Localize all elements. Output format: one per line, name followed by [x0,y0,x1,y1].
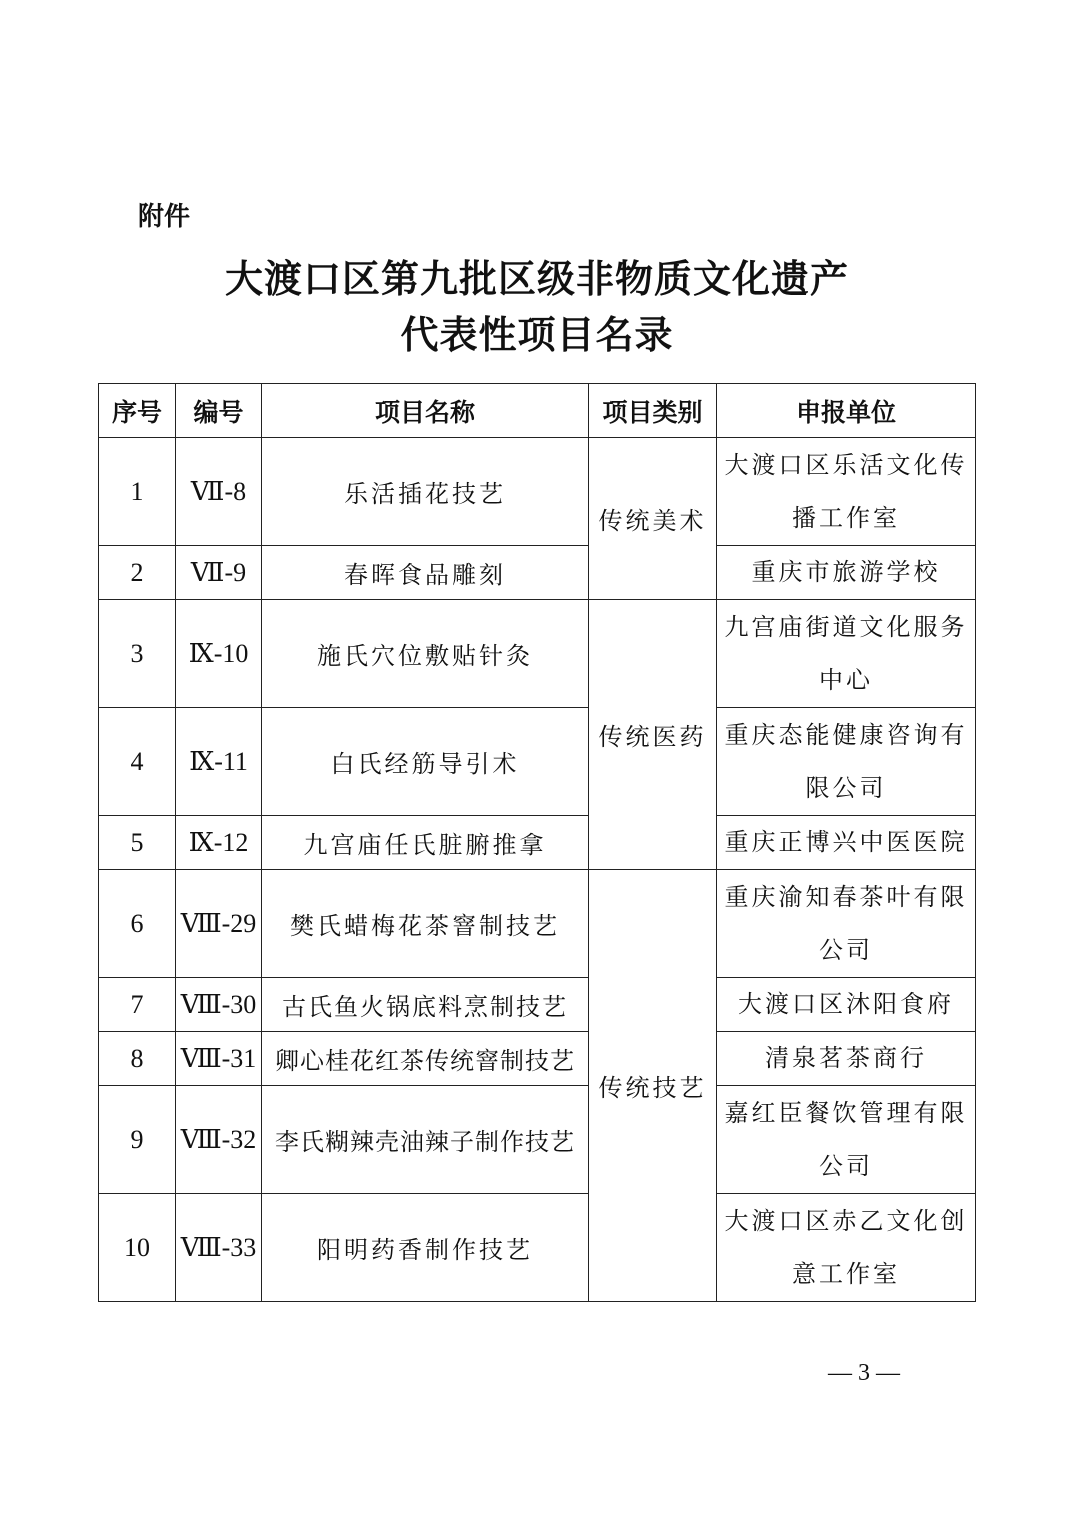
row-category: 传统医药 [589,600,717,870]
attachment-label: 附件 [138,202,191,232]
column-header-no: 序号 [99,384,176,438]
row-name: 古氏鱼火锅底料烹制技艺 [262,978,589,1032]
row-no: 5 [99,816,176,870]
row-unit: 大渡口区赤乙文化创意工作室 [717,1194,976,1302]
row-unit: 九宫庙街道文化服务中心 [717,600,976,708]
row-unit: 重庆态能健康咨询有限公司 [717,708,976,816]
row-code: Ⅷ-30 [176,978,262,1032]
table-row [99,816,976,870]
document-title-line1: 大渡口区第九批区级非物质文化遗产 [224,256,849,301]
row-name: 阳明药香制作技艺 [262,1194,589,1302]
column-header-name: 项目名称 [262,384,589,438]
table-row [99,546,976,600]
row-name: 九宫庙任氏脏腑推拿 [262,816,589,870]
row-no: 10 [99,1194,176,1302]
row-code: Ⅸ-10 [176,600,262,708]
row-no: 7 [99,978,176,1032]
row-no: 8 [99,1032,176,1086]
row-unit: 嘉红臣餐饮管理有限公司 [717,1086,976,1194]
row-name: 春晖食品雕刻 [262,546,589,600]
row-unit: 重庆渝知春茶叶有限公司 [717,870,976,978]
table-row [99,438,976,546]
column-header-unit: 申报单位 [717,384,976,438]
row-code: Ⅷ-29 [176,870,262,978]
table-row [99,1086,976,1194]
row-unit: 清泉茗茶商行 [717,1032,976,1086]
table-row [99,1032,976,1086]
row-category: 传统技艺 [589,870,717,1302]
column-header-code: 编号 [176,384,262,438]
row-code: Ⅶ-8 [176,438,262,546]
row-name: 卿心桂花红茶传统窨制技艺 [262,1032,589,1086]
row-no: 2 [99,546,176,600]
row-name: 施氏穴位敷贴针灸 [262,600,589,708]
column-header-category: 项目类别 [589,384,717,438]
row-code: Ⅶ-9 [176,546,262,600]
row-category: 传统美术 [589,438,717,600]
row-name: 乐活插花技艺 [262,438,589,546]
heritage-table [98,383,976,1302]
row-no: 4 [99,708,176,816]
table-row [99,978,976,1032]
row-no: 1 [99,438,176,546]
table-row [99,870,976,978]
row-name: 李氏糊辣壳油辣子制作技艺 [262,1086,589,1194]
row-code: Ⅷ-31 [176,1032,262,1086]
row-unit: 重庆正博兴中医医院 [717,816,976,870]
row-name: 白氏经筋导引术 [262,708,589,816]
row-no: 6 [99,870,176,978]
row-code: Ⅸ-12 [176,816,262,870]
table-row [99,600,976,708]
row-code: Ⅸ-11 [176,708,262,816]
row-unit: 大渡口区沐阳食府 [717,978,976,1032]
row-code: Ⅷ-32 [176,1086,262,1194]
table-row [99,1194,976,1302]
document-title-line2: 代表性项目名录 [400,312,674,357]
table-row [99,708,976,816]
table-header-row [99,384,976,438]
row-no: 9 [99,1086,176,1194]
page-number: — 3 — [828,1360,900,1386]
row-code: Ⅷ-33 [176,1194,262,1302]
row-unit: 大渡口区乐活文化传播工作室 [717,438,976,546]
row-unit: 重庆市旅游学校 [717,546,976,600]
row-name: 樊氏蜡梅花茶窨制技艺 [262,870,589,978]
row-no: 3 [99,600,176,708]
